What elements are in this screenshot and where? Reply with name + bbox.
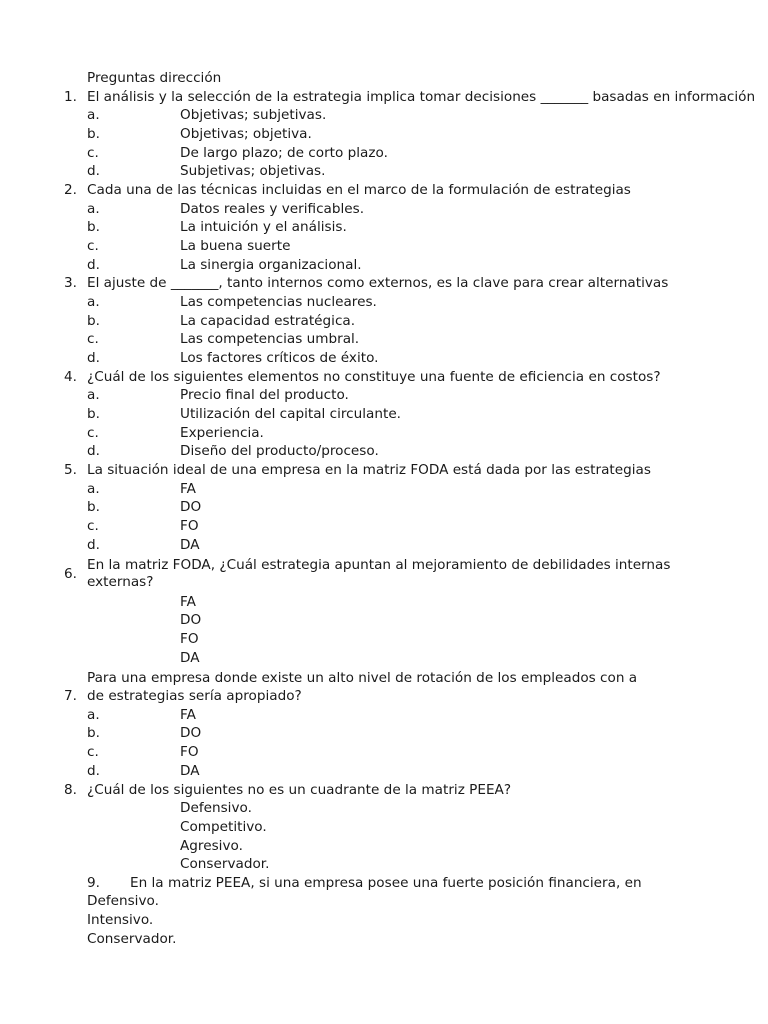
- option-text: De largo plazo; de corto plazo.: [180, 145, 388, 161]
- option-text: Defensivo.: [180, 800, 252, 816]
- option-letter: a.: [87, 294, 100, 310]
- option-letter: d.: [87, 163, 100, 179]
- option-letter: a.: [87, 707, 100, 723]
- option-letter: c.: [87, 425, 99, 441]
- question-text-continued: externas?: [87, 574, 154, 590]
- option-letter: c.: [87, 518, 99, 534]
- option-text: DA: [180, 763, 200, 779]
- question-text: ¿Cuál de los siguientes elementos no constituye una fuente de eficiencia en costos?: [87, 369, 661, 385]
- question-number: 9.: [87, 875, 100, 891]
- option-letter: b.: [87, 126, 100, 142]
- question-number: 6.: [64, 566, 77, 582]
- option-letter: a.: [87, 201, 100, 217]
- question-number: 4.: [64, 369, 77, 385]
- option-letter: a.: [87, 107, 100, 123]
- option-text: Defensivo.: [87, 893, 159, 909]
- question-number: 7.: [64, 688, 77, 704]
- option-letter: c.: [87, 744, 99, 760]
- option-text: La buena suerte: [180, 238, 291, 254]
- option-letter: a.: [87, 481, 100, 497]
- option-text: Experiencia.: [180, 425, 264, 441]
- option-text: Precio final del producto.: [180, 387, 349, 403]
- option-text: Agresivo.: [180, 838, 243, 854]
- option-letter: b.: [87, 406, 100, 422]
- question-text: En la matriz PEEA, si una empresa posee una fuerte posición financiera, en: [130, 875, 642, 891]
- option-text: FA: [180, 594, 196, 610]
- option-text: Competitivo.: [180, 819, 267, 835]
- option-letter: b.: [87, 313, 100, 329]
- option-letter: c.: [87, 145, 99, 161]
- question-text: El ajuste de _______, tanto internos como externos, es la clave para crear alternativas: [87, 275, 669, 291]
- option-text: Las competencias umbral.: [180, 331, 360, 347]
- document-title: Preguntas dirección: [87, 70, 222, 86]
- option-text: La capacidad estratégica.: [180, 313, 356, 329]
- option-text: DA: [180, 537, 200, 553]
- option-letter: c.: [87, 238, 99, 254]
- option-text: Objetivas; objetiva.: [180, 126, 312, 142]
- question-text: La situación ideal de una empresa en la matriz FODA está dada por las estrategias: [87, 462, 651, 478]
- option-letter: c.: [87, 331, 99, 347]
- question-number: 5.: [64, 462, 77, 478]
- question-number: 8.: [64, 782, 77, 798]
- option-text: DA: [180, 650, 200, 666]
- option-letter: d.: [87, 350, 100, 366]
- option-letter: b.: [87, 219, 100, 235]
- option-letter: d.: [87, 257, 100, 273]
- question-text: ¿Cuál de los siguientes no es un cuadrante de la matriz PEEA?: [87, 782, 512, 798]
- option-text: Las competencias nucleares.: [180, 294, 377, 310]
- option-letter: b.: [87, 499, 100, 515]
- option-text: Datos reales y verificables.: [180, 201, 365, 217]
- question-number: 1.: [64, 89, 77, 105]
- question-text: En la matriz FODA, ¿Cuál estrategia apuntan al mejoramiento de debilidades internas: [87, 557, 671, 573]
- option-text: La intuición y el análisis.: [180, 219, 347, 235]
- option-text: Intensivo.: [87, 912, 154, 928]
- option-letter: b.: [87, 725, 100, 741]
- option-letter: a.: [87, 387, 100, 403]
- option-text: DO: [180, 612, 202, 628]
- option-text: Objetivas; subjetivas.: [180, 107, 327, 123]
- option-text: Conservador.: [180, 856, 270, 872]
- question-text: Para una empresa donde existe un alto nivel de rotación de los empleados con a: [87, 670, 638, 686]
- option-text: Los factores críticos de éxito.: [180, 350, 379, 366]
- option-text: FA: [180, 707, 196, 723]
- option-text: Conservador.: [87, 931, 177, 947]
- question-text: Cada una de las técnicas incluidas en el marco de la formulación de estrategias: [87, 182, 631, 198]
- option-text: FO: [180, 518, 199, 534]
- option-letter: d.: [87, 763, 100, 779]
- option-text: FO: [180, 631, 199, 647]
- option-letter: d.: [87, 537, 100, 553]
- option-text: La sinergia organizacional.: [180, 257, 362, 273]
- question-number: 3.: [64, 275, 77, 291]
- option-text: DO: [180, 499, 202, 515]
- option-text: FA: [180, 481, 196, 497]
- question-number: 2.: [64, 182, 77, 198]
- question-text: El análisis y la selección de la estrategia implica tomar decisiones _______ basadas en información: [87, 89, 756, 105]
- option-text: Diseño del producto/proceso.: [180, 443, 379, 459]
- option-text: FO: [180, 744, 199, 760]
- option-text: DO: [180, 725, 202, 741]
- question-text-continued: de estrategias sería apropiado?: [87, 688, 302, 704]
- option-letter: d.: [87, 443, 100, 459]
- option-text: Subjetivas; objetivas.: [180, 163, 326, 179]
- option-text: Utilización del capital circulante.: [180, 406, 402, 422]
